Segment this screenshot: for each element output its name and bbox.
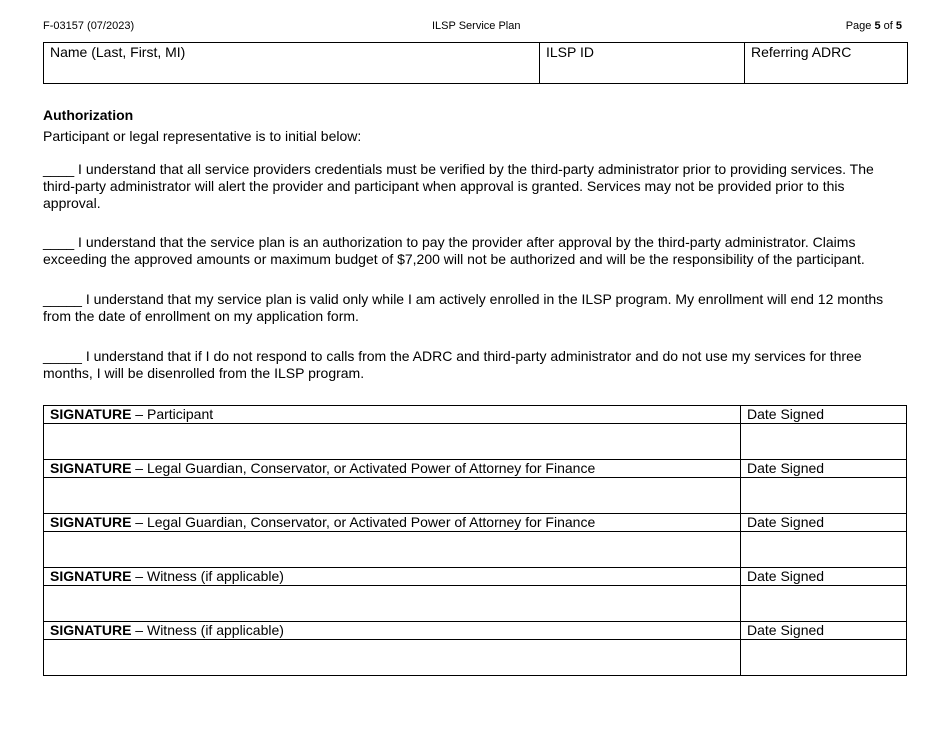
name-field[interactable] — [44, 43, 540, 84]
signature-field-witness-2[interactable] — [44, 640, 741, 676]
authorization-title: Authorization — [43, 107, 134, 123]
page-current: 5 — [874, 20, 881, 32]
date-field-guardian-1[interactable] — [741, 478, 907, 514]
ilsp-id-field[interactable] — [540, 43, 745, 84]
signature-role: – Witness (if applicable) — [131, 622, 284, 638]
page-number — [846, 20, 902, 32]
referring-adrc-field[interactable] — [745, 43, 908, 84]
page-total: 5 — [895, 20, 902, 32]
authorization-item-payment: ____ I understand that the service plan is an authorization to pay the provider after approval by the third-party administrator. Claims exceeding the approved amounts or maximum budget of $7,200 will not be authorized and will be the responsibility of the participant. — [43, 234, 865, 267]
date-signed-label: Date Signed — [741, 514, 907, 532]
page-of: of — [880, 20, 896, 32]
form-id: F-03157 (07/2023) — [43, 20, 135, 32]
signature-word: SIGNATURE — [50, 568, 132, 584]
signature-label-witness-1 — [44, 568, 741, 586]
name-label: Name (Last, First, MI) — [50, 44, 186, 60]
form-title: ILSP Service Plan — [432, 20, 521, 32]
authorization-intro: Participant or legal representative is to initial below: — [43, 128, 362, 144]
ilsp-id-label: ILSP ID — [546, 44, 594, 60]
signature-role: – Legal Guardian, Conservator, or Activated Power of Attorney for Finance — [131, 460, 596, 476]
date-signed-label: Date Signed — [741, 406, 907, 424]
authorization-item-enrollment: _____ I understand that my service plan is valid only while I am actively enrolled in the ILSP program. My enrollment will end 12 months from the date of enrollment on my application form. — [43, 291, 884, 324]
signature-word: SIGNATURE — [50, 460, 132, 476]
authorization-item-disenrollment: _____ I understand that if I do not respond to calls from the ADRC and third-party administrator and do not use my services for three months, I will be disenrolled from the ILSP program. — [43, 348, 862, 381]
signature-role: – Witness (if applicable) — [131, 568, 284, 584]
signature-field-guardian-1[interactable] — [44, 478, 741, 514]
adrc-label: Referring ADRC — [751, 44, 852, 60]
signature-word: SIGNATURE — [50, 406, 132, 422]
page-prefix: Page — [845, 20, 875, 32]
signature-word: SIGNATURE — [50, 514, 132, 530]
signature-table — [43, 405, 907, 676]
signature-field-witness-1[interactable] — [44, 586, 741, 622]
signature-label-participant — [44, 406, 741, 424]
date-field-guardian-2[interactable] — [741, 532, 907, 568]
signature-field-participant[interactable] — [44, 424, 741, 460]
signature-role: – Participant — [131, 406, 214, 422]
date-field-witness-2[interactable] — [741, 640, 907, 676]
signature-field-guardian-2[interactable] — [44, 532, 741, 568]
date-signed-label: Date Signed — [741, 568, 907, 586]
authorization-item-credentials: ____ I understand that all service providers credentials must be verified by the third-party administrator prior to providing services. The third-party administrator will alert the provider and participant when approval is granted. Services may not be provided prior to this approval. — [43, 161, 874, 211]
signature-label-guardian-2 — [44, 514, 741, 532]
signature-label-witness-2 — [44, 622, 741, 640]
date-field-participant[interactable] — [741, 424, 907, 460]
signature-word: SIGNATURE — [50, 622, 132, 638]
signature-role: – Legal Guardian, Conservator, or Activated Power of Attorney for Finance — [131, 514, 596, 530]
date-signed-label: Date Signed — [741, 460, 907, 478]
date-field-witness-1[interactable] — [741, 586, 907, 622]
signature-label-guardian-1 — [44, 460, 741, 478]
date-signed-label: Date Signed — [741, 622, 907, 640]
participant-info-table — [43, 42, 908, 84]
